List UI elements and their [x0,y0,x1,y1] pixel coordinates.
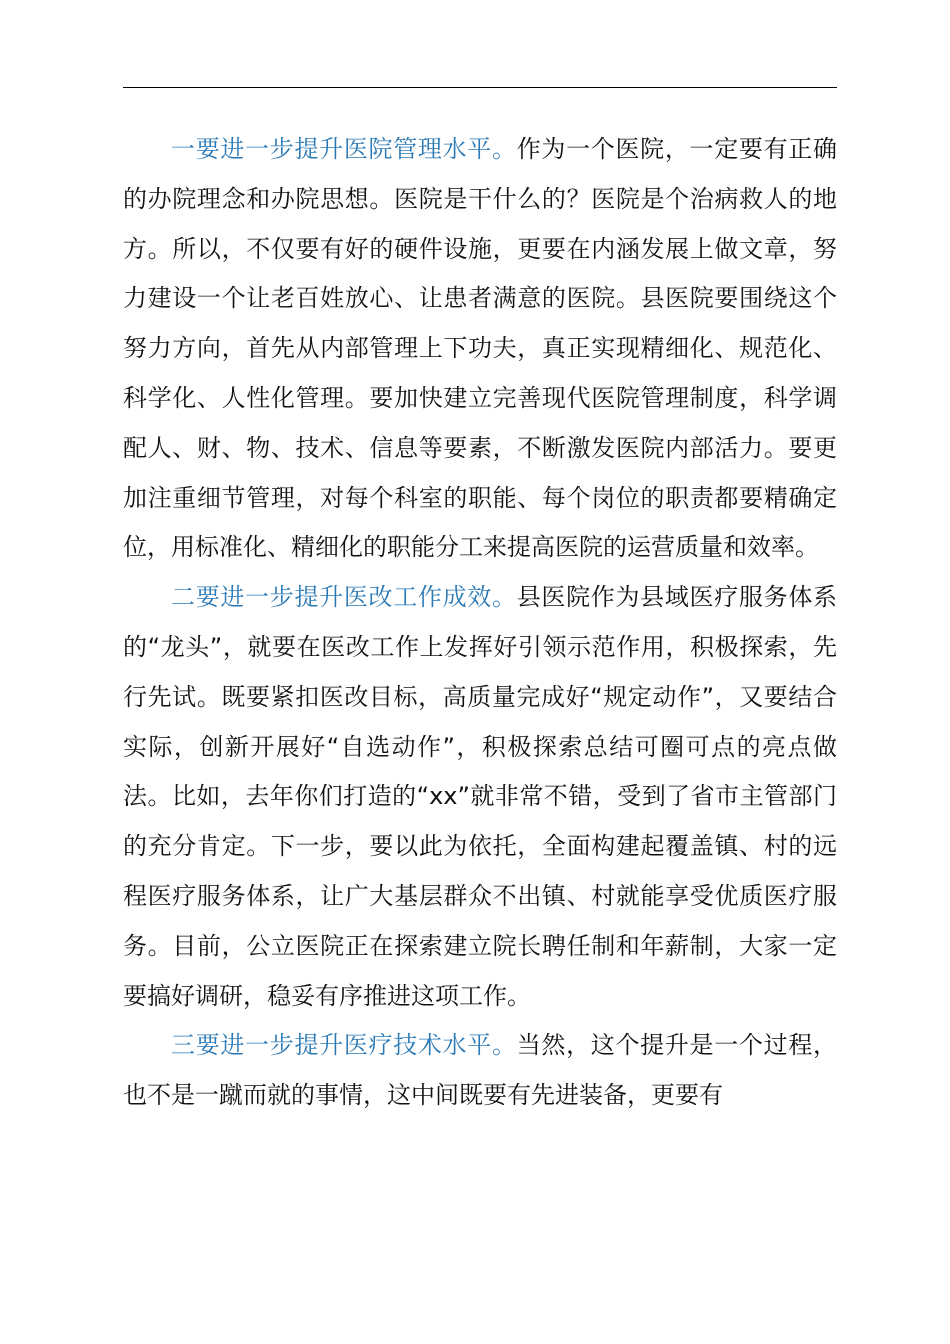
paragraph-text: 当然，这个提升是一个过程，也不是一蹴而就的事情，这中间既要有先进装备，更要有 [123,1031,838,1110]
paragraph-hospital-management [123,125,837,573]
paragraph-medical-technology [123,1021,837,1121]
paragraph-heading: 三要进一步提升医疗技术水平。 [171,1031,517,1060]
header-rule [123,87,837,88]
document-body [123,125,837,1121]
paragraph-heading: 一要进一步提升医院管理水平。 [171,135,517,163]
paragraph-text: 县医院作为县域医疗服务体系的“龙头”，就要在医改工作上发挥好引领示范作用，积极探索，先行先试。既要紧扣医改目标，高质量完成好“规定动作”，又要结合实际，创新开展好“自选动作”，积极探索总结可圈可点的亮点做法。比如，去年你们打造的“xx”就非常不错，受到了省市主管部门的充分肯定。下一步，要以此为依托，全面构建起覆盖镇、村的远程医疗服务体系，让广大基层群众不出镇、村就能享受优质医疗服务。目前，公立医院正在探索建立院长聘任制和年薪制，大家一定要搞好调研，稳妥有序推进这项工作。 [123,583,838,1010]
paragraph-text: 作为一个医院，一定要有正确的办院理念和办院思想。医院是干什么的？医院是个治病救人的地方。所以，不仅要有好的硬件设施，更要在内涵发展上做文章，努力建设一个让老百姓放心、让患者满意的医院。县医院要围绕这个努力方向，首先从内部管理上下功夫，真正实现精细化、规范化、科学化、人性化管理。要加快建立完善现代医院管理制度，科学调配人、财、物、技术、信息等要素，不断激发医院内部活力。要更加注重细节管理，对每个科室的职能、每个岗位的职责都要精确定位，用标准化、精细化的职能分工来提高医院的运营质量和效率。 [123,135,838,562]
paragraph-heading: 二要进一步提升医改工作成效。 [171,583,517,612]
paragraph-medical-reform [123,573,837,1021]
